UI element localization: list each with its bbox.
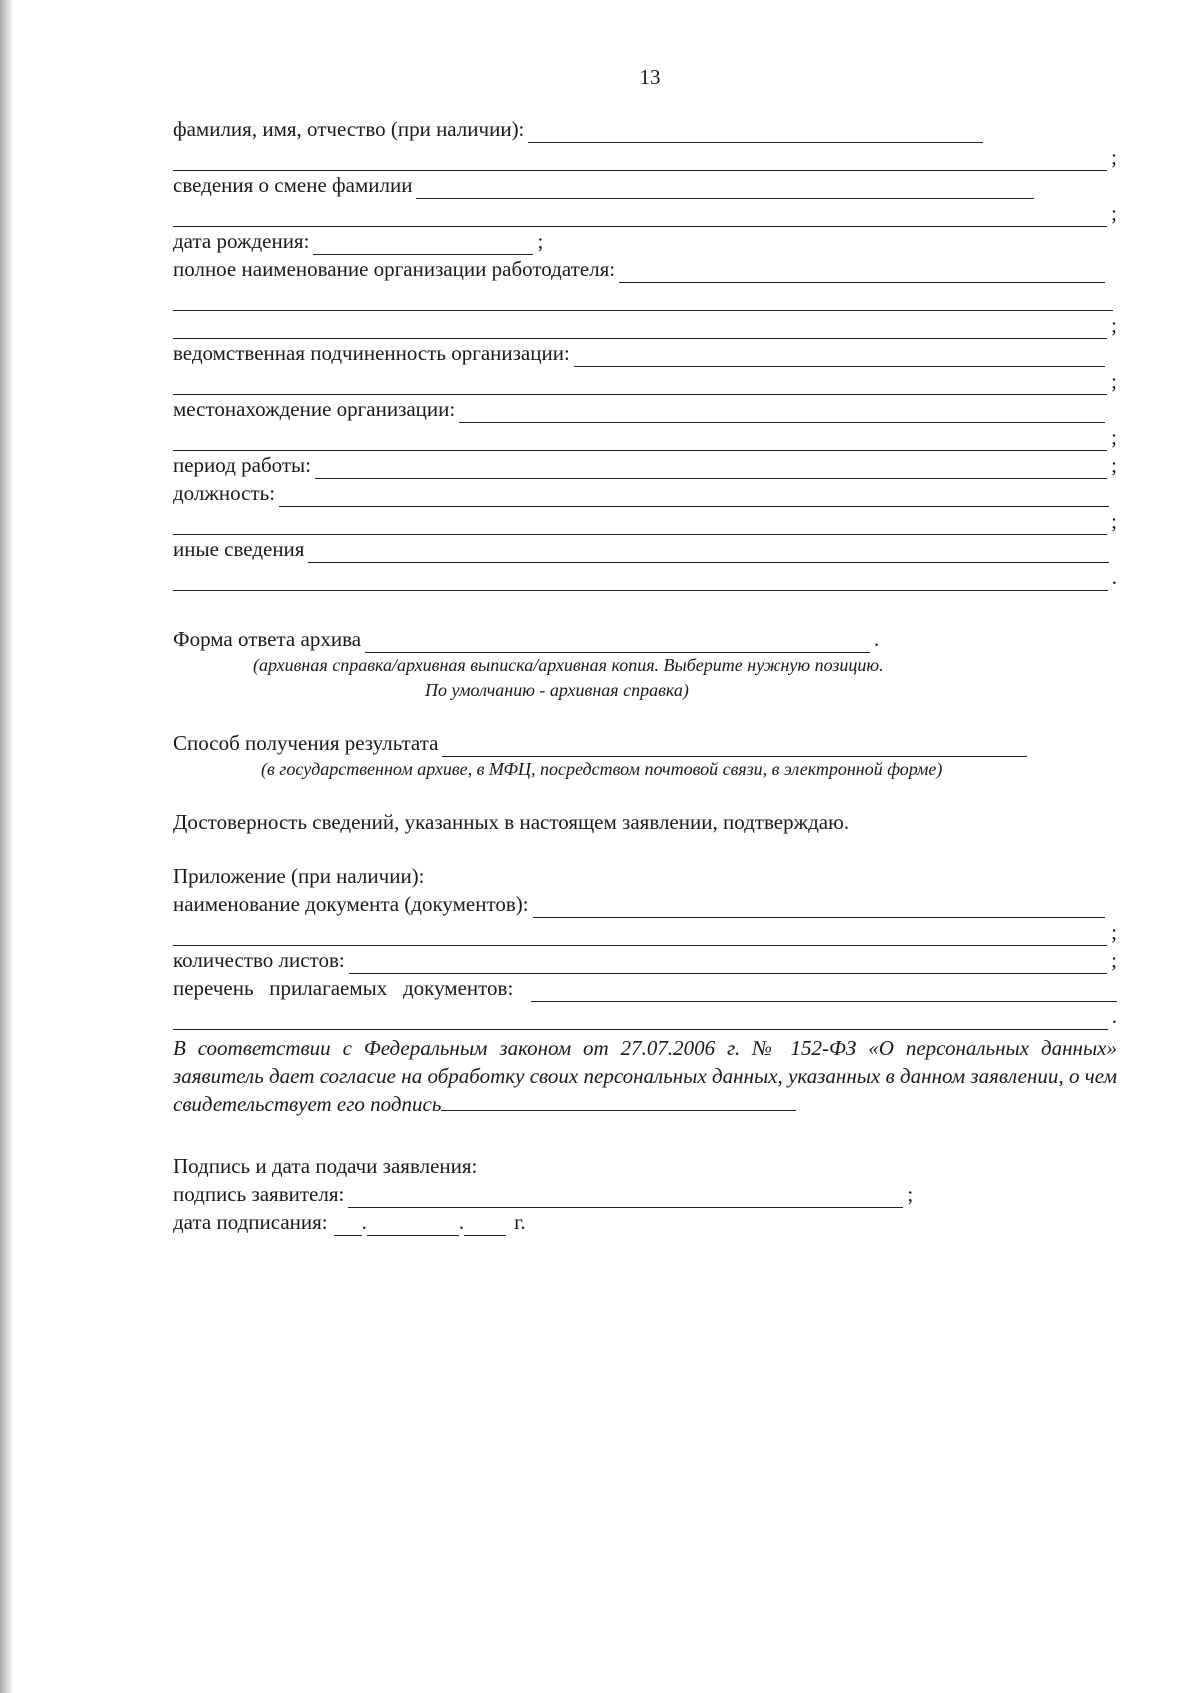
signature-heading-row — [173, 1152, 1117, 1180]
signing-month-field[interactable] — [367, 1216, 459, 1236]
fio-label: фамилия, имя, отчество (при наличии): — [173, 117, 525, 141]
signing-date-row — [173, 1208, 1117, 1236]
other-info-row — [173, 535, 1117, 563]
doc-name-label: наименование документа (документов): — [173, 892, 529, 916]
location-end: ; — [1111, 425, 1117, 449]
subordination-label: ведомственная подчиненность организации: — [173, 341, 570, 365]
location-field[interactable] — [459, 403, 1105, 423]
sheets-row — [173, 946, 1117, 974]
employer-field[interactable] — [619, 263, 1105, 283]
signature-end: ; — [907, 1182, 914, 1206]
signing-year-suffix: г. — [514, 1210, 526, 1234]
fio-end: ; — [1111, 145, 1117, 169]
subordination-field-cont[interactable] — [173, 375, 1107, 395]
employer-end: ; — [1111, 313, 1117, 337]
doc-list-row-2 — [173, 1002, 1117, 1030]
other-info-field[interactable] — [308, 543, 1109, 563]
surname-change-row-2 — [173, 199, 1117, 227]
archive-response-label: Форма ответа архива — [173, 627, 362, 651]
subordination-end: ; — [1111, 369, 1117, 393]
employer-label: полное наименование организации работодателя: — [173, 257, 616, 281]
position-label: должность: — [173, 481, 276, 505]
certification-text: Достоверность сведений, указанных в настоящем заявлении, подтверждаю. — [173, 810, 850, 834]
fio-field-cont[interactable] — [173, 151, 1107, 171]
surname-change-label: сведения о смене фамилии — [173, 173, 413, 197]
sheets-end: ; — [1111, 948, 1117, 972]
subordination-row-2 — [173, 367, 1117, 395]
employer-field-cont[interactable] — [173, 291, 1113, 311]
sheets-field[interactable] — [349, 954, 1107, 974]
signature-label: подпись заявителя: — [173, 1182, 345, 1206]
signing-date-dot-1: . — [361, 1210, 367, 1234]
signature-field[interactable] — [348, 1188, 903, 1208]
location-label: местонахождение организации: — [173, 397, 456, 421]
work-period-row — [173, 451, 1117, 479]
subordination-row — [173, 339, 1117, 367]
other-info-label: иные сведения — [173, 537, 305, 561]
surname-change-end: ; — [1111, 201, 1117, 225]
employer-row-3 — [173, 311, 1117, 339]
birth-date-field[interactable] — [313, 235, 533, 255]
signature-heading: Подпись и дата подачи заявления: — [173, 1154, 478, 1178]
consent-text: В соответствии с Федеральным законом от 27.07.2006 г. № 152-ФЗ «О персональных данных» заявитель дает согласие на обработку своих персональных данных, указанных в данном заявлении, о чем свидетельствует его подпись — [173, 1036, 1117, 1116]
surname-change-row — [173, 171, 1117, 199]
position-field-cont[interactable] — [173, 515, 1107, 535]
doc-list-field-cont[interactable] — [173, 1010, 1108, 1030]
position-end: ; — [1111, 509, 1117, 533]
result-method-label: Способ получения результата — [173, 731, 439, 755]
certification-row — [173, 808, 1117, 836]
fio-row-2 — [173, 143, 1117, 171]
result-method-field[interactable] — [442, 737, 1027, 757]
result-method-row — [173, 729, 1117, 757]
fio-field[interactable] — [528, 123, 983, 143]
doc-name-field-cont[interactable] — [173, 926, 1107, 946]
other-info-end: . — [1111, 565, 1117, 589]
archive-response-note-1: (архивная справка/архивная выписка/архивная копия. Выберите нужную позицию. — [253, 655, 884, 675]
position-row — [173, 479, 1117, 507]
attachment-heading-row — [173, 862, 1117, 890]
consent-paragraph — [173, 1034, 1117, 1118]
birth-date-end: ; — [537, 229, 544, 253]
signing-year-field[interactable] — [464, 1216, 506, 1236]
signature-row — [173, 1180, 1117, 1208]
location-field-cont[interactable] — [173, 431, 1107, 451]
surname-change-field-cont[interactable] — [173, 207, 1107, 227]
location-row — [173, 395, 1117, 423]
signing-day-field[interactable] — [334, 1216, 362, 1236]
archive-response-note-2: По умолчанию - архивная справка) — [425, 680, 689, 700]
work-period-end: ; — [1111, 453, 1117, 477]
archive-response-end: . — [874, 627, 880, 651]
doc-list-end: . — [1111, 1004, 1117, 1028]
signing-date-dot-2: . — [458, 1210, 465, 1234]
doc-name-row — [173, 890, 1117, 918]
archive-response-field[interactable] — [365, 633, 870, 653]
subordination-field[interactable] — [574, 347, 1105, 367]
employer-row-2 — [173, 283, 1117, 311]
employer-row — [173, 255, 1117, 283]
other-info-field-cont[interactable] — [173, 571, 1108, 591]
doc-name-end: ; — [1111, 920, 1117, 944]
doc-name-row-2 — [173, 918, 1117, 946]
work-period-field[interactable] — [315, 459, 1107, 479]
page-number: 13 — [639, 65, 661, 89]
work-period-label: период работы: — [173, 453, 311, 477]
employer-field-cont-2[interactable] — [173, 319, 1107, 339]
doc-name-field[interactable] — [533, 898, 1105, 918]
other-info-row-2 — [173, 563, 1117, 591]
signing-date-label: дата подписания: — [173, 1210, 328, 1234]
sheets-label: количество листов: — [173, 948, 345, 972]
surname-change-field[interactable] — [416, 179, 1034, 199]
result-method-note: (в государственном архиве, в МФЦ, посредством почтовой связи, в электронной форме) — [261, 759, 943, 779]
birth-date-label: дата рождения: — [173, 229, 310, 253]
form-body — [173, 115, 1117, 1236]
location-row-2 — [173, 423, 1117, 451]
position-field[interactable] — [279, 487, 1109, 507]
consent-signature-field[interactable] — [441, 1093, 796, 1111]
doc-list-label: перечень прилагаемых документов: — [173, 976, 514, 1000]
doc-list-field[interactable] — [531, 982, 1117, 1002]
doc-list-row — [173, 974, 1117, 1002]
position-row-2 — [173, 507, 1117, 535]
fio-row — [173, 115, 1117, 143]
birth-date-row — [173, 227, 1117, 255]
archive-response-row — [173, 625, 1117, 653]
attachment-heading: Приложение (при наличии): — [173, 864, 425, 888]
